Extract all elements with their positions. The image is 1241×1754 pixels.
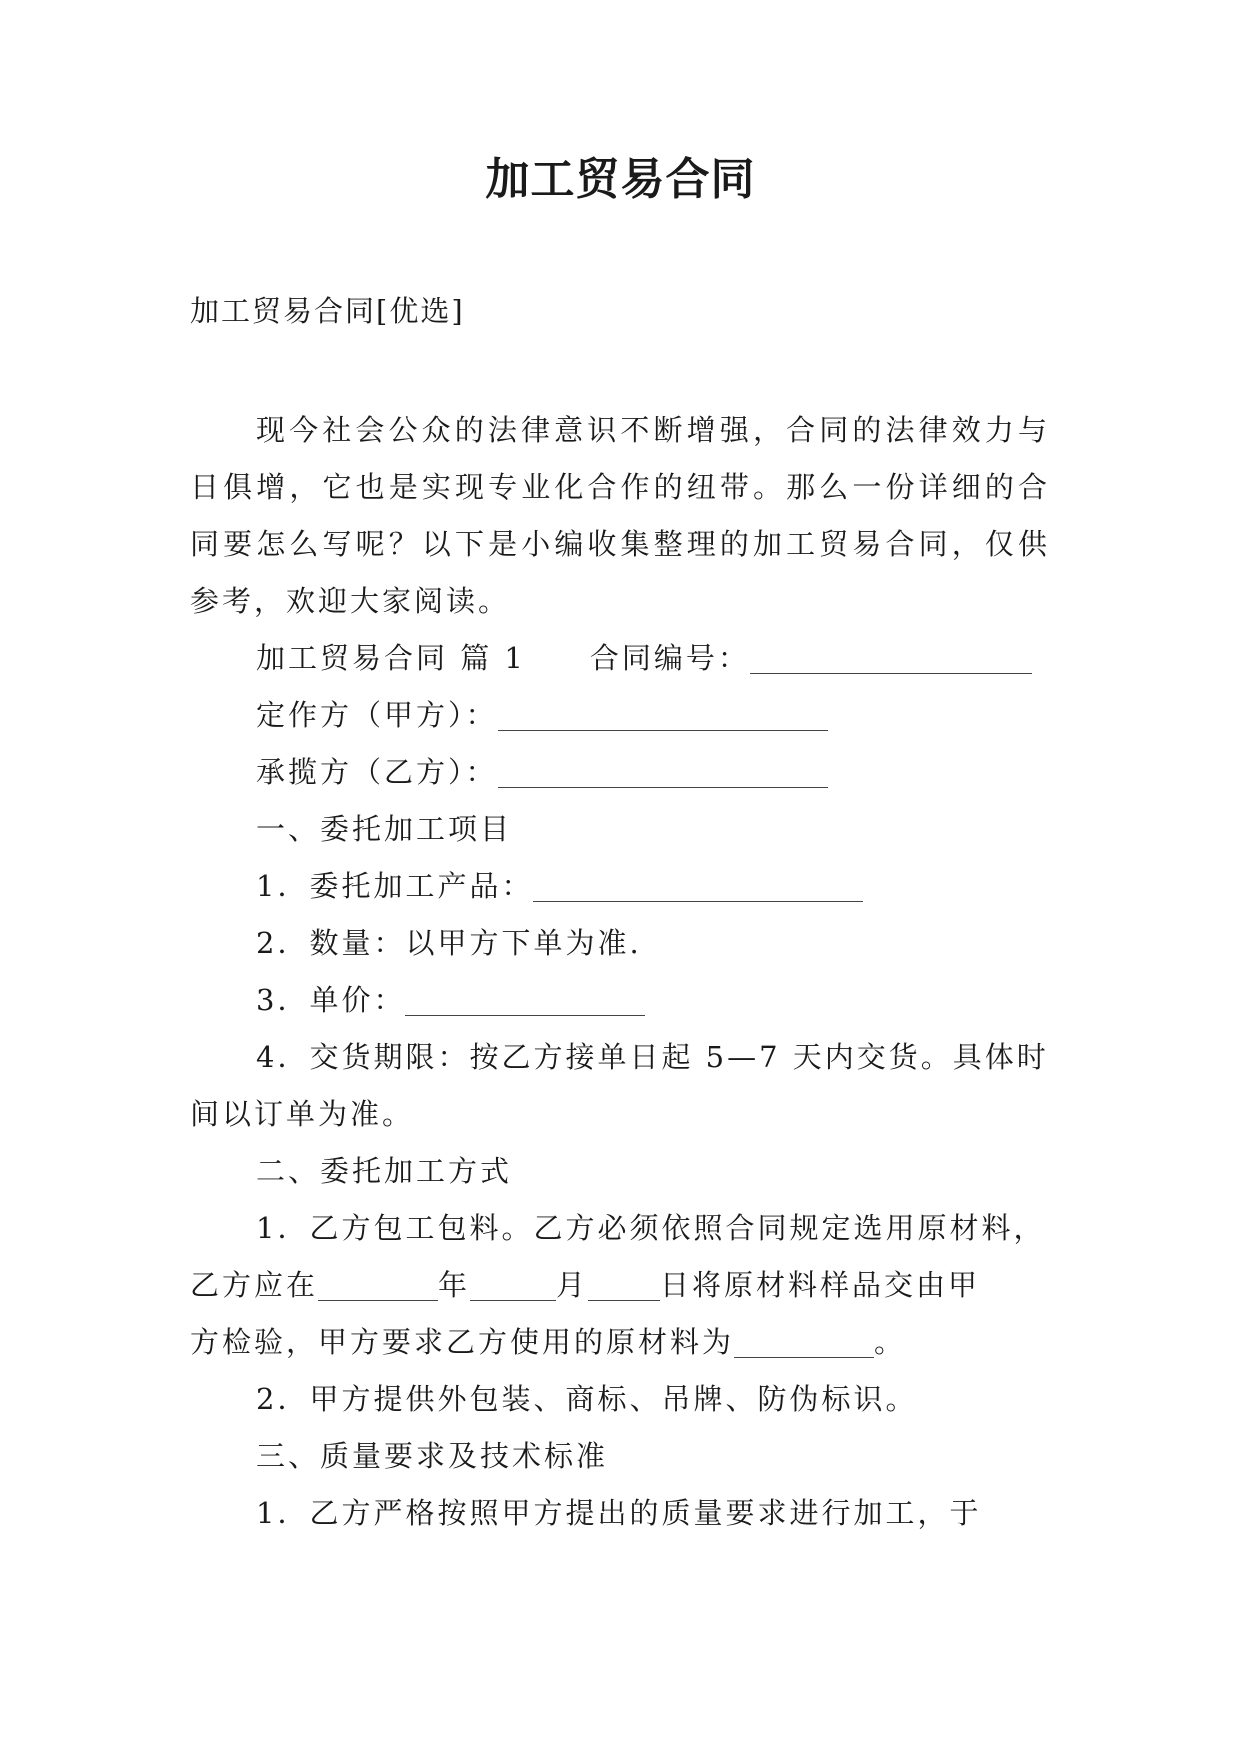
section1-heading: 一、委托加工项目 bbox=[256, 812, 513, 846]
item1-1-line bbox=[190, 858, 1050, 915]
article-label: 加工贸易合同 篇 1 bbox=[256, 641, 526, 675]
item1-4-line2: 间以订单为准。 bbox=[190, 1097, 415, 1131]
party-a-label: 定作方（甲方）： bbox=[256, 698, 498, 732]
month-blank bbox=[470, 1270, 556, 1301]
document-title: 加工贸易合同 bbox=[485, 154, 756, 205]
text-fragment: 方检验，甲方要求乙方使用的原材料为 bbox=[190, 1325, 735, 1359]
item1-3-label: 3．单价： bbox=[256, 983, 406, 1017]
product-blank bbox=[533, 871, 863, 902]
contract-no-label: 合同编号： bbox=[589, 641, 750, 675]
party-b-label: 承揽方（乙方）： bbox=[256, 755, 498, 789]
party-a-line bbox=[190, 687, 1050, 744]
party-b-line bbox=[190, 744, 1050, 801]
day-blank bbox=[588, 1270, 660, 1301]
item2-1-line2 bbox=[190, 1257, 1050, 1314]
section2-heading: 二、委托加工方式 bbox=[256, 1154, 513, 1188]
party-a-blank bbox=[498, 700, 828, 731]
item1-3-line bbox=[190, 972, 1050, 1029]
article-header-line bbox=[190, 630, 1050, 687]
item1-2-line: 2．数量：以甲方下单为准. bbox=[256, 926, 642, 960]
document-subtitle: 加工贸易合同[优选] bbox=[190, 294, 465, 328]
year-blank bbox=[318, 1270, 438, 1301]
material-blank bbox=[734, 1327, 874, 1358]
text-fragment: 。 bbox=[874, 1325, 907, 1359]
document-body bbox=[190, 402, 1050, 1542]
intro-paragraph: 现今社会公众的法律意识不断增强，合同的法律效力与日俱增，它也是实现专业化合作的纽带。那么一份详细的合同要怎么写呢？以下是小编收集整理的加工贸易合同，仅供参考，欢迎大家阅读。 bbox=[190, 413, 1050, 618]
text-fragment: 月 bbox=[556, 1268, 589, 1302]
unit-price-blank bbox=[405, 985, 645, 1016]
party-b-blank bbox=[498, 757, 828, 788]
item2-1-line3 bbox=[190, 1314, 1050, 1371]
text-fragment: 日将原材料样品交由甲 bbox=[660, 1268, 981, 1302]
item2-2-line: 2．甲方提供外包装、商标、吊牌、防伪标识。 bbox=[256, 1382, 918, 1416]
text-fragment: 乙方应在 bbox=[190, 1268, 319, 1302]
item2-1-line1: 1．乙方包工包料。乙方必须依照合同规定选用原材料， bbox=[256, 1211, 1046, 1245]
section3-heading: 三、质量要求及技术标准 bbox=[256, 1439, 609, 1473]
item1-4-line1: 4．交货期限：按乙方接单日起 5—7 天内交货。具体时 bbox=[256, 1040, 1049, 1074]
item1-1-label: 1．委托加工产品： bbox=[256, 869, 534, 903]
item3-1-line: 1．乙方严格按照甲方提出的质量要求进行加工，于 bbox=[256, 1496, 982, 1530]
text-fragment: 年 bbox=[438, 1268, 471, 1302]
contract-no-blank bbox=[750, 643, 1032, 674]
